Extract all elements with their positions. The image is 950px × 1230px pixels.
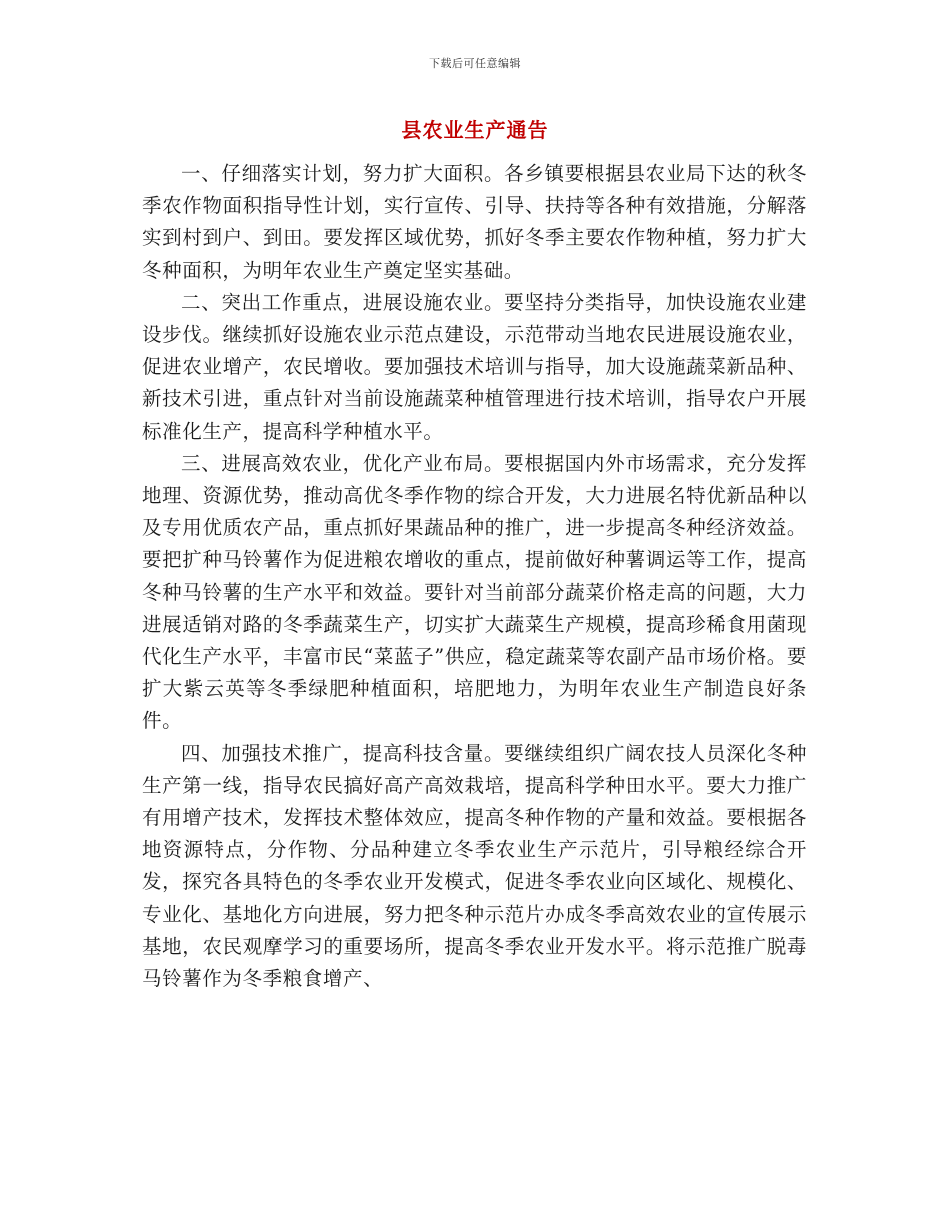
paragraph-1: 一、仔细落实计划，努力扩大面积。各乡镇要根据县农业局下达的秋冬季农作物面积指导性计划，实行宣传、引导、扶持等各种有效措施，分解落实到村到户、到田。要发挥区域优势，抓好冬季主要农作物种植，努力扩大冬种面积，为明年农业生产奠定坚实基础。: [142, 162, 807, 282]
paragraph-3: 三、进展高效农业，优化产业布局。要根据国内外市场需求，充分发挥地理、资源优势，推动高优冬季作物的综合开发，大力进展名特优新品种以及专用优质农产品，重点抓好果蔬品种的推广，进一步提高冬种经济效益。要把扩种马铃薯作为促进粮农增收的重点，提前做好种薯调运等工作，提高冬种马铃薯的生产水平和效益。要针对当前部分蔬菜价格走高的问题，大力进展适销对路的冬季蔬菜生产，切实扩大蔬菜生产规模，提高珍稀食用菌现代化生产水平，丰富市民“菜蓝子”供应，稳定蔬菜等农副产品市场价格。要扩大紫云英等冬季绿肥种植面积，培肥地力，为明年农业生产制造良好条件。: [142, 451, 807, 733]
document-title: 县农业生产通告: [401, 118, 549, 142]
document-body: [142, 158, 807, 995]
paragraph-2: 二、突出工作重点，进展设施农业。要坚持分类指导，加快设施农业建设步伐。继续抓好设施农业示范点建设，示范带动当地农民进展设施农业，促进农业增产，农民增收。要加强技术培训与指导，加大设施蔬菜新品种、新技术引进，重点针对当前设施蔬菜种植管理进行技术培训，指导农户开展标准化生产，提高科学种植水平。: [142, 290, 807, 443]
paragraph-4: 四、加强技术推广，提高科技含量。要继续组织广阔农技人员深化冬种生产第一线，指导农民搞好高产高效栽培，提高科学种田水平。要大力推广有用增产技术，发挥技术整体效应，提高冬种作物的产量和效益。要根据各地资源特点，分作物、分品种建立冬季农业生产示范片，引导粮经综合开发，探究各具特色的冬季农业开发模式，促进冬季农业向区域化、规模化、专业化、基地化方向进展，努力把冬种示范片办成冬季高效农业的宣传展示基地，农民观摩学习的重要场所，提高冬季农业开发水平。将示范推广脱毒马铃薯作为冬季粮食增产、: [142, 741, 807, 991]
header-note: 下载后可任意编辑: [429, 57, 521, 70]
